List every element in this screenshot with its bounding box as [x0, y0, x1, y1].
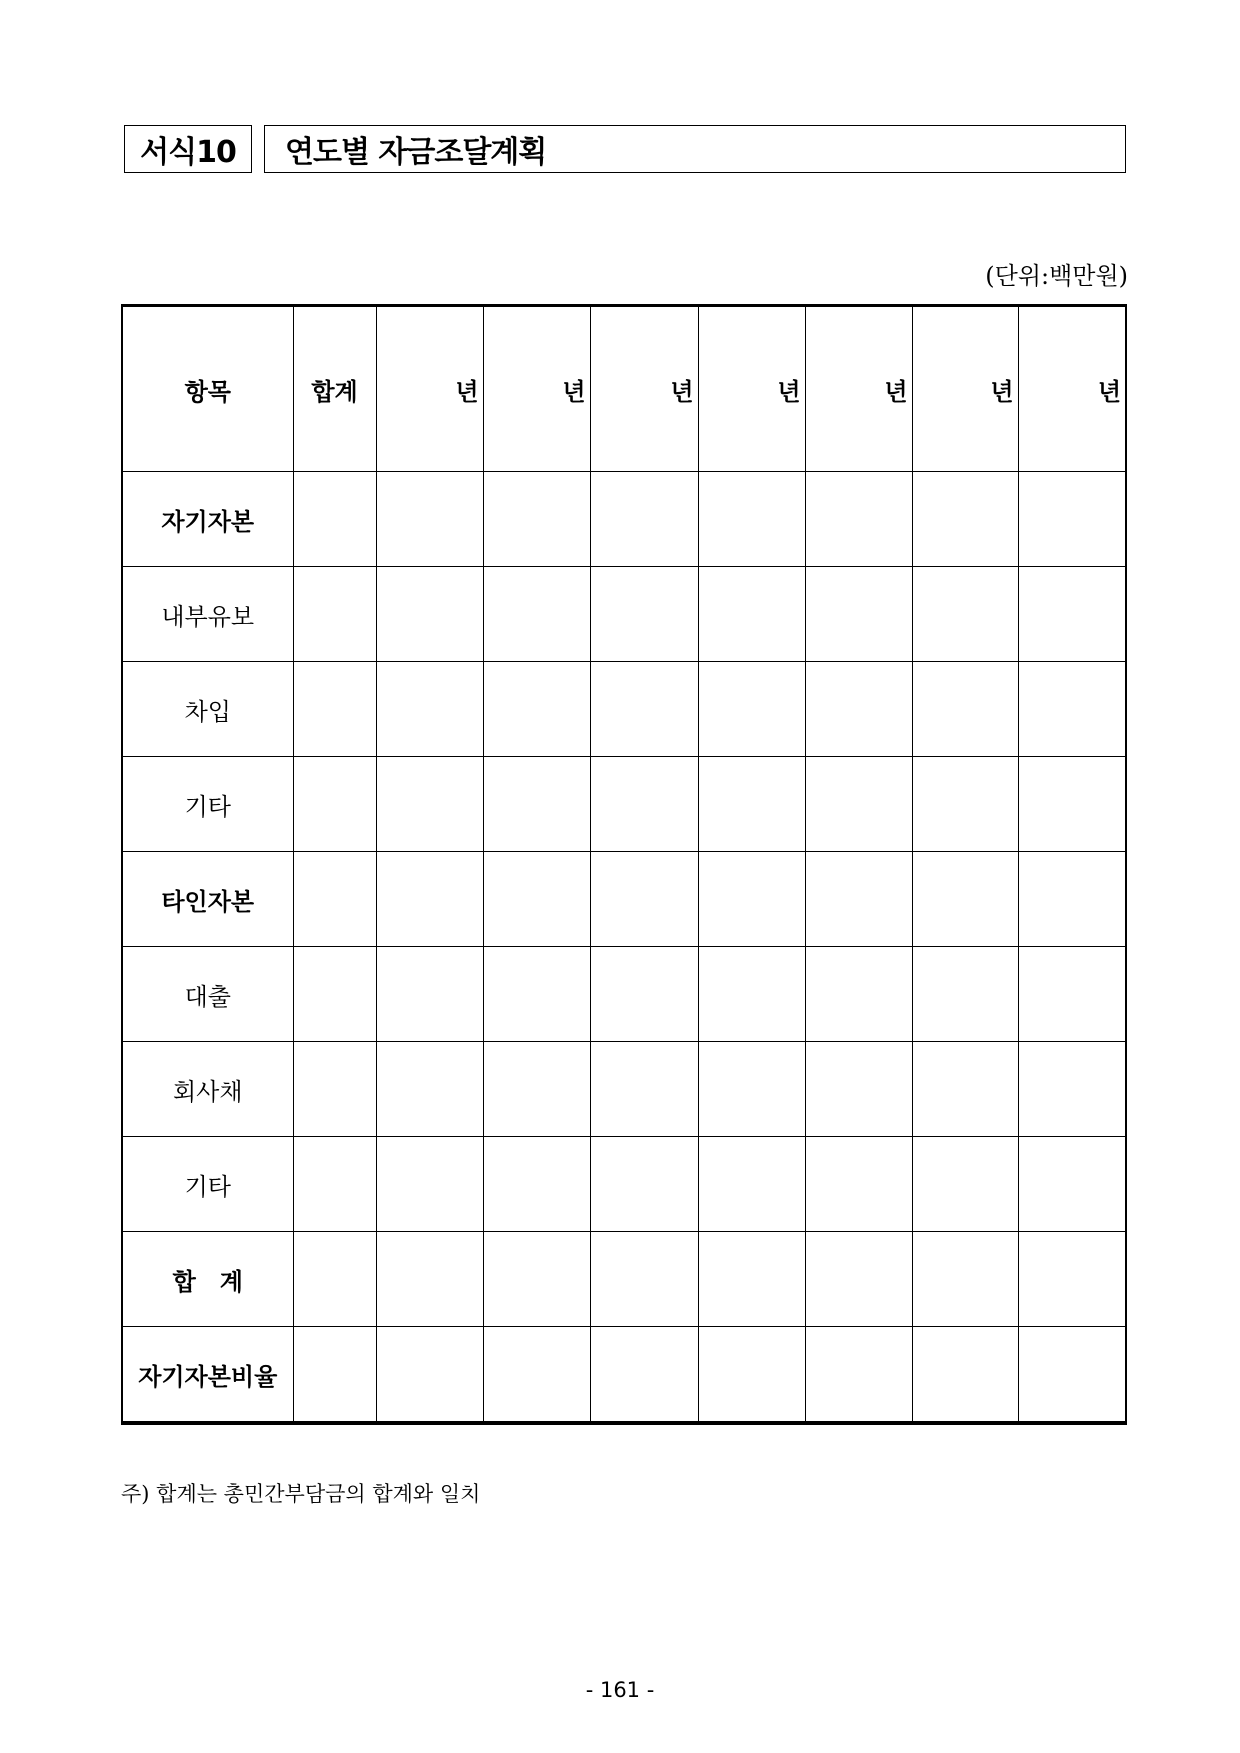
value-cell[interactable]	[1018, 947, 1126, 1042]
column-header-item: 항목	[122, 306, 293, 472]
value-cell[interactable]	[293, 757, 376, 852]
value-cell[interactable]	[698, 1232, 805, 1327]
value-cell[interactable]	[698, 662, 805, 757]
value-cell[interactable]	[805, 662, 912, 757]
value-cell[interactable]	[1018, 662, 1126, 757]
value-cell[interactable]	[293, 1137, 376, 1232]
value-cell[interactable]	[590, 947, 698, 1042]
funding-plan-table	[121, 304, 1127, 1425]
unit-label: (단위:백만원)	[985, 262, 1128, 290]
value-cell[interactable]	[698, 852, 805, 947]
value-cell[interactable]	[805, 757, 912, 852]
value-cell[interactable]	[376, 1042, 483, 1137]
value-cell[interactable]	[805, 472, 912, 567]
header-row	[122, 306, 1126, 472]
value-cell[interactable]	[590, 1137, 698, 1232]
value-cell[interactable]	[912, 1042, 1018, 1137]
table-row	[122, 662, 1126, 757]
form-number: 서식10	[124, 125, 252, 173]
value-cell[interactable]	[293, 472, 376, 567]
value-cell[interactable]	[805, 567, 912, 662]
value-cell[interactable]	[912, 852, 1018, 947]
value-cell[interactable]	[912, 1137, 1018, 1232]
value-cell[interactable]	[376, 662, 483, 757]
value-cell[interactable]	[1018, 1327, 1126, 1424]
value-cell[interactable]	[698, 1327, 805, 1424]
value-cell[interactable]	[376, 1232, 483, 1327]
value-cell[interactable]	[912, 1232, 1018, 1327]
value-cell[interactable]	[293, 852, 376, 947]
table-row	[122, 1042, 1126, 1137]
value-cell[interactable]	[483, 662, 590, 757]
table-row	[122, 1327, 1126, 1424]
footnote: 주) 합계는 총민간부담금의 합계와 일치	[121, 1482, 481, 1506]
value-cell[interactable]	[912, 1327, 1018, 1424]
value-cell[interactable]	[912, 472, 1018, 567]
value-cell[interactable]	[590, 1042, 698, 1137]
value-cell[interactable]	[1018, 757, 1126, 852]
row-label: 대출	[122, 947, 293, 1042]
value-cell[interactable]	[293, 662, 376, 757]
table-row	[122, 567, 1126, 662]
table-row	[122, 757, 1126, 852]
value-cell[interactable]	[805, 852, 912, 947]
value-cell[interactable]	[483, 1327, 590, 1424]
column-header-year: 년	[1018, 306, 1126, 472]
value-cell[interactable]	[805, 1232, 912, 1327]
value-cell[interactable]	[698, 1042, 805, 1137]
column-header-year: 년	[483, 306, 590, 472]
value-cell[interactable]	[376, 852, 483, 947]
value-cell[interactable]	[483, 567, 590, 662]
value-cell[interactable]	[1018, 567, 1126, 662]
table-row	[122, 472, 1126, 567]
value-cell[interactable]	[483, 472, 590, 567]
value-cell[interactable]	[912, 757, 1018, 852]
value-cell[interactable]	[698, 472, 805, 567]
page-number: - 161 -	[585, 1678, 655, 1702]
value-cell[interactable]	[805, 1137, 912, 1232]
value-cell[interactable]	[1018, 1232, 1126, 1327]
value-cell[interactable]	[1018, 1137, 1126, 1232]
value-cell[interactable]	[293, 947, 376, 1042]
value-cell[interactable]	[293, 1327, 376, 1424]
value-cell[interactable]	[590, 662, 698, 757]
value-cell[interactable]	[483, 1232, 590, 1327]
column-header-total: 합계	[293, 306, 376, 472]
value-cell[interactable]	[376, 1137, 483, 1232]
value-cell[interactable]	[805, 1042, 912, 1137]
column-header-year: 년	[912, 306, 1018, 472]
value-cell[interactable]	[590, 567, 698, 662]
value-cell[interactable]	[805, 1327, 912, 1424]
column-header-year: 년	[805, 306, 912, 472]
value-cell[interactable]	[1018, 852, 1126, 947]
row-label: 자기자본비율	[122, 1327, 293, 1424]
value-cell[interactable]	[293, 567, 376, 662]
value-cell[interactable]	[912, 567, 1018, 662]
value-cell[interactable]	[293, 1042, 376, 1137]
row-label: 차입	[122, 662, 293, 757]
value-cell[interactable]	[912, 947, 1018, 1042]
table-row	[122, 947, 1126, 1042]
table-row	[122, 852, 1126, 947]
row-label: 자기자본	[122, 472, 293, 567]
value-cell[interactable]	[483, 1137, 590, 1232]
value-cell[interactable]	[590, 757, 698, 852]
value-cell[interactable]	[483, 1042, 590, 1137]
value-cell[interactable]	[483, 947, 590, 1042]
value-cell[interactable]	[376, 757, 483, 852]
value-cell[interactable]	[590, 1327, 698, 1424]
value-cell[interactable]	[590, 472, 698, 567]
column-header-year: 년	[590, 306, 698, 472]
value-cell[interactable]	[293, 1232, 376, 1327]
value-cell[interactable]	[912, 662, 1018, 757]
value-cell[interactable]	[376, 567, 483, 662]
form-title: 연도별 자금조달계획	[264, 125, 1126, 173]
column-header-year: 년	[698, 306, 805, 472]
value-cell[interactable]	[590, 852, 698, 947]
value-cell[interactable]	[1018, 1042, 1126, 1137]
row-label: 기타	[122, 1137, 293, 1232]
table-row	[122, 1137, 1126, 1232]
value-cell[interactable]	[698, 757, 805, 852]
table-row	[122, 1232, 1126, 1327]
value-cell[interactable]	[483, 852, 590, 947]
value-cell[interactable]	[590, 1232, 698, 1327]
column-header-year: 년	[376, 306, 483, 472]
value-cell[interactable]	[1018, 472, 1126, 567]
value-cell[interactable]	[805, 947, 912, 1042]
value-cell[interactable]	[376, 947, 483, 1042]
row-label: 내부유보	[122, 567, 293, 662]
row-label: 타인자본	[122, 852, 293, 947]
value-cell[interactable]	[483, 757, 590, 852]
value-cell[interactable]	[698, 947, 805, 1042]
value-cell[interactable]	[698, 1137, 805, 1232]
row-label: 회사채	[122, 1042, 293, 1137]
value-cell[interactable]	[376, 1327, 483, 1424]
value-cell[interactable]	[376, 472, 483, 567]
row-label: 기타	[122, 757, 293, 852]
row-label: 합 계	[122, 1232, 293, 1327]
value-cell[interactable]	[698, 567, 805, 662]
